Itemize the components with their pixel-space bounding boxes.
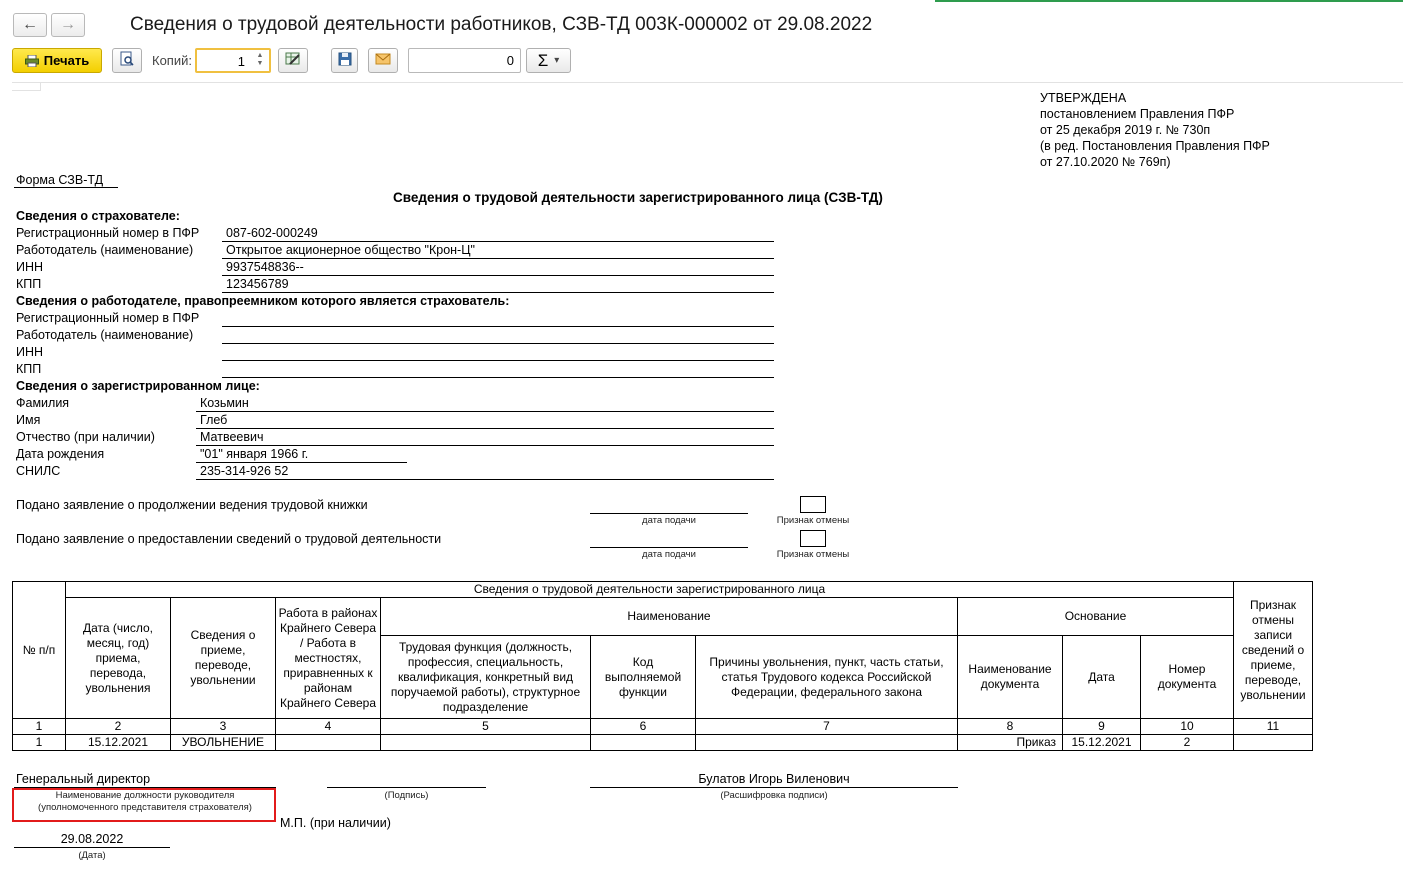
predecessor-inn-line bbox=[222, 360, 774, 361]
insurer-inn-label: ИНН bbox=[16, 260, 44, 274]
person-section-title: Сведения о зарегистрированном лице: bbox=[16, 379, 260, 393]
surname-value: Козьмин bbox=[200, 396, 249, 410]
insurer-inn-value: 9937548836-- bbox=[226, 260, 304, 274]
predecessor-kpp-label: КПП bbox=[16, 362, 42, 376]
signer-name-line bbox=[590, 787, 958, 788]
row-reasons bbox=[696, 735, 958, 751]
col-doc-date-header: Дата bbox=[1063, 636, 1141, 719]
approval-line-5: от 27.10.2020 № 769п) bbox=[1040, 155, 1171, 169]
insurer-reg-label: Регистрационный номер в ПФР bbox=[16, 226, 200, 240]
patronymic-value: Матвеевич bbox=[200, 430, 264, 444]
row-doc-date: 15.12.2021 bbox=[1063, 735, 1141, 751]
col-cancel-header: Признак отмены записи сведений о приеме, переводе, увольнении bbox=[1234, 582, 1313, 719]
approval-line-4: (в ред. Постановления Правления ПФР bbox=[1040, 139, 1270, 153]
approval-line-1: УТВЕРЖДЕНА bbox=[1040, 91, 1127, 105]
birth-date-value: "01" января 1966 г. bbox=[200, 447, 309, 461]
stamp-label: М.П. (при наличии) bbox=[280, 816, 391, 830]
insurer-reg-line bbox=[222, 241, 774, 242]
patronymic-label: Отчество (при наличии) bbox=[16, 430, 155, 444]
approval-line-3: от 25 декабря 2019 г. № 730п bbox=[1040, 123, 1211, 137]
spreadsheet-pencil-icon bbox=[285, 52, 301, 69]
copies-input[interactable] bbox=[195, 48, 271, 73]
form-name-underline bbox=[14, 187, 118, 188]
patronymic-line bbox=[196, 445, 774, 446]
document-date-line bbox=[14, 847, 170, 848]
forward-button[interactable] bbox=[51, 13, 85, 37]
document-corner bbox=[12, 82, 41, 91]
table-row bbox=[13, 735, 1313, 751]
name-value: Глеб bbox=[200, 413, 228, 427]
group-title-header: Сведения о трудовой деятельности зарегистрированного лица bbox=[66, 582, 1234, 598]
column-number: 4 bbox=[276, 719, 381, 735]
envelope-icon bbox=[375, 53, 391, 68]
print-label: Печать bbox=[43, 53, 90, 68]
employment-records-table bbox=[12, 581, 1313, 751]
application-1-text: Подано заявление о продолжении ведения трудовой книжки bbox=[16, 498, 368, 512]
column-number: 10 bbox=[1141, 719, 1234, 735]
sheet-edit-button[interactable] bbox=[278, 48, 308, 73]
arrow-right-icon: → bbox=[60, 16, 76, 33]
row-num: 1 bbox=[13, 735, 66, 751]
row-doc-name: Приказ bbox=[958, 735, 1063, 751]
signature-caption: (Подпись) bbox=[384, 790, 429, 801]
application-1-date-line bbox=[590, 513, 748, 514]
row-function bbox=[381, 735, 591, 751]
top-accent-line bbox=[935, 0, 1403, 2]
birth-date-label: Дата рождения bbox=[16, 447, 105, 461]
column-number: 7 bbox=[696, 719, 958, 735]
col-doc-num-header: Номер документа bbox=[1141, 636, 1234, 719]
email-button[interactable] bbox=[368, 48, 398, 73]
surname-line bbox=[196, 411, 774, 412]
signature-line bbox=[327, 787, 486, 788]
insurer-kpp-label: КПП bbox=[16, 277, 42, 291]
name-label: Имя bbox=[16, 413, 41, 427]
preview-button[interactable] bbox=[112, 48, 142, 73]
window-title: Сведения о трудовой деятельности работников, СЗВ-ТД 003К-000002 от 29.08.2022 bbox=[130, 14, 873, 35]
column-number: 2 bbox=[66, 719, 171, 735]
application-2-cancel-caption: Признак отмены bbox=[776, 549, 850, 560]
signer-name-caption: (Расшифровка подписи) bbox=[720, 790, 828, 801]
insurer-inn-line bbox=[222, 275, 774, 276]
row-north bbox=[276, 735, 381, 751]
col-function-header: Трудовая функция (должность, профессия, специальность, квалификация, конкретный вид поручаемой работы), структурное подразделение bbox=[381, 636, 591, 719]
predecessor-reg-line bbox=[222, 326, 774, 327]
floppy-disk-icon bbox=[338, 52, 352, 69]
application-1-cancel-box bbox=[800, 496, 826, 513]
col-north-header: Работа в районах Крайнего Севера / Работа в местностях, приравненных к районам Крайнего Севера bbox=[276, 598, 381, 719]
document-top-border bbox=[12, 82, 1403, 83]
form-name: Форма СЗВ-ТД bbox=[16, 173, 104, 187]
column-number: 3 bbox=[171, 719, 276, 735]
document-date: 29.08.2022 bbox=[60, 832, 124, 846]
save-button[interactable] bbox=[331, 48, 358, 73]
col-reasons-header: Причины увольнения, пункт, часть статьи, статья Трудового кодекса Российской Федерации, федерального закона bbox=[696, 636, 958, 719]
row-code bbox=[591, 735, 696, 751]
column-number: 1 bbox=[13, 719, 66, 735]
signer-position: Генеральный директор bbox=[16, 772, 151, 786]
col-doc-name-header: Наименование документа bbox=[958, 636, 1063, 719]
insurer-employer-value: Открытое акционерное общество "Крон-Ц" bbox=[226, 243, 475, 257]
sum-value: 0 bbox=[506, 53, 514, 68]
application-1-date-caption: дата подачи bbox=[642, 515, 696, 526]
predecessor-kpp-line bbox=[222, 377, 774, 378]
snils-label: СНИЛС bbox=[16, 464, 61, 478]
column-number: 8 bbox=[958, 719, 1063, 735]
form-heading: Сведения о трудовой деятельности зарегистрированного лица (СЗВ-ТД) bbox=[393, 190, 883, 205]
column-number: 6 bbox=[591, 719, 696, 735]
col-date-header: Дата (число, месяц, год) приема, перевода, увольнения bbox=[66, 598, 171, 719]
group-basis-header: Основание bbox=[958, 598, 1234, 636]
column-number: 11 bbox=[1234, 719, 1313, 735]
arrow-left-icon: ← bbox=[22, 16, 38, 33]
column-number: 5 bbox=[381, 719, 591, 735]
insurer-section-title: Сведения о страхователе: bbox=[16, 209, 180, 223]
col-code-header: Код выполняемой функции bbox=[591, 636, 696, 719]
printer-icon bbox=[25, 55, 39, 67]
document-date-caption: (Дата) bbox=[78, 850, 106, 861]
column-number: 9 bbox=[1063, 719, 1141, 735]
application-2-date-line bbox=[590, 547, 748, 548]
copies-value: 1 bbox=[237, 54, 245, 69]
predecessor-section-title: Сведения о работодателе, правопреемником которого является страхователь: bbox=[16, 294, 510, 308]
group-name-header: Наименование bbox=[381, 598, 958, 636]
snils-line bbox=[196, 479, 774, 480]
name-line bbox=[196, 428, 774, 429]
application-2-text: Подано заявление о предоставлении сведений о трудовой деятельности bbox=[16, 532, 442, 546]
sigma-icon: Σ bbox=[537, 50, 549, 70]
insurer-employer-label: Работодатель (наименование) bbox=[16, 243, 194, 257]
application-2-date-caption: дата подачи bbox=[642, 549, 696, 560]
print-button[interactable] bbox=[12, 48, 102, 73]
spin-buttons[interactable]: ▲ ▼ bbox=[256, 52, 264, 67]
sum-mode-dropdown[interactable] bbox=[526, 48, 571, 73]
col-num-header: № п/п bbox=[13, 582, 66, 719]
row-info: УВОЛЬНЕНИЕ bbox=[171, 735, 276, 751]
row-doc-num: 2 bbox=[1141, 735, 1234, 751]
snils-value: 235-314-926 52 bbox=[200, 464, 289, 478]
position-caption-2: (уполномоченного представителя страхователя) bbox=[38, 802, 252, 813]
insurer-kpp-value: 123456789 bbox=[226, 277, 289, 291]
birth-date-line bbox=[196, 462, 407, 463]
predecessor-employer-line bbox=[222, 343, 774, 344]
approval-line-2: постановлением Правления ПФР bbox=[1040, 107, 1235, 121]
row-date: 15.12.2021 bbox=[66, 735, 171, 751]
insurer-employer-line bbox=[222, 258, 774, 259]
back-button[interactable] bbox=[13, 13, 47, 37]
chevron-down-icon: ▾ bbox=[554, 55, 560, 66]
predecessor-inn-label: ИНН bbox=[16, 345, 44, 359]
position-caption-1: Наименование должности руководителя bbox=[55, 790, 235, 801]
insurer-reg-value: 087-602-000249 bbox=[226, 226, 318, 240]
predecessor-employer-label: Работодатель (наименование) bbox=[16, 328, 194, 342]
signer-name: Булатов Игорь Виленович bbox=[698, 772, 850, 786]
application-1-cancel-caption: Признак отмены bbox=[776, 515, 850, 526]
sum-field[interactable] bbox=[408, 48, 521, 73]
predecessor-reg-label: Регистрационный номер в ПФР bbox=[16, 311, 200, 325]
column-numbers-row bbox=[13, 719, 1313, 735]
col-info-header: Сведения о приеме, переводе, увольнении bbox=[171, 598, 276, 719]
application-2-cancel-box bbox=[800, 530, 826, 547]
surname-label: Фамилия bbox=[16, 396, 70, 410]
page-search-icon bbox=[120, 51, 135, 70]
insurer-kpp-line bbox=[222, 292, 774, 293]
copies-label: Копий: bbox=[152, 53, 192, 68]
row-cancel bbox=[1234, 735, 1313, 751]
